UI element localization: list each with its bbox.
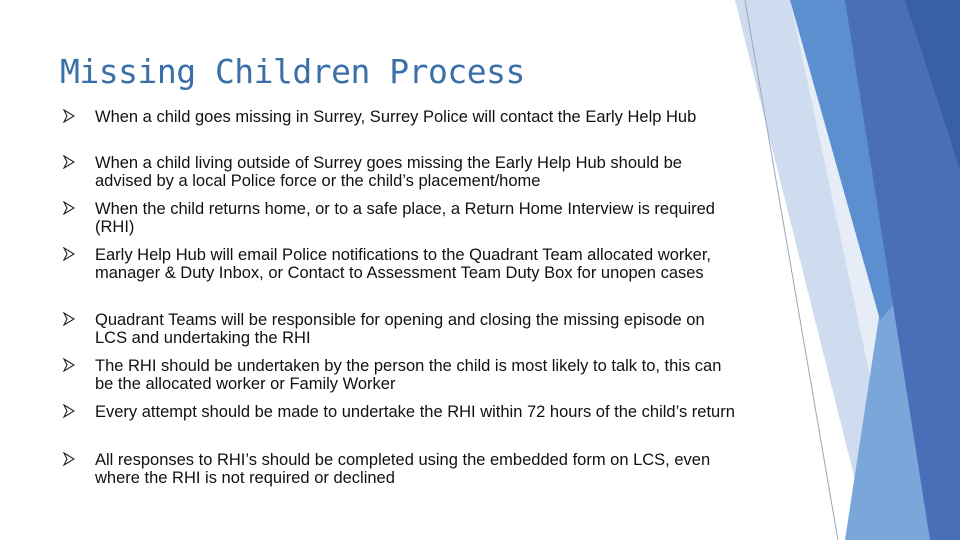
bullet-text: When a child goes missing in Surrey, Surrey Police will contact the Early Help Hub — [95, 108, 697, 126]
bullet-text: The RHI should be undertaken by the person the child is most likely to talk to, this can be the allocated worker or Family Worker — [95, 357, 722, 393]
bullet-text: Every attempt should be made to undertake the RHI within 72 hours of the child’s return — [95, 403, 735, 421]
bullet-text: Early Help Hub will email Police notifications to the Quadrant Team allocated worker, manager & Duty Inbox, or Contact to Assessment Team Duty Box for unopen cases — [95, 246, 711, 282]
arrowhead-bullet-icon — [63, 312, 75, 326]
arrowhead-bullet-icon — [63, 452, 75, 466]
arrowhead-bullet-icon — [63, 358, 75, 372]
arrowhead-bullet-icon — [63, 404, 75, 418]
bullet-text: When the child returns home, or to a safe place, a Return Home Interview is required (RHI) — [95, 200, 715, 236]
bullet-text: Quadrant Teams will be responsible for opening and closing the missing episode on LCS and undertaking the RHI — [95, 311, 705, 347]
arrowhead-bullet-icon — [63, 247, 75, 261]
page-title: Missing Children Process — [60, 52, 525, 91]
bullet-text: All responses to RHI’s should be completed using the embedded form on LCS, even where the RHI is not required or declined — [95, 451, 711, 487]
arrowhead-bullet-icon — [63, 155, 75, 169]
arrowhead-bullet-icon — [63, 201, 75, 215]
bullet-text: When a child living outside of Surrey goes missing the Early Help Hub should be advised by a local Police force or the child’s placement/home — [95, 154, 682, 190]
arrowhead-bullet-icon — [63, 109, 75, 123]
